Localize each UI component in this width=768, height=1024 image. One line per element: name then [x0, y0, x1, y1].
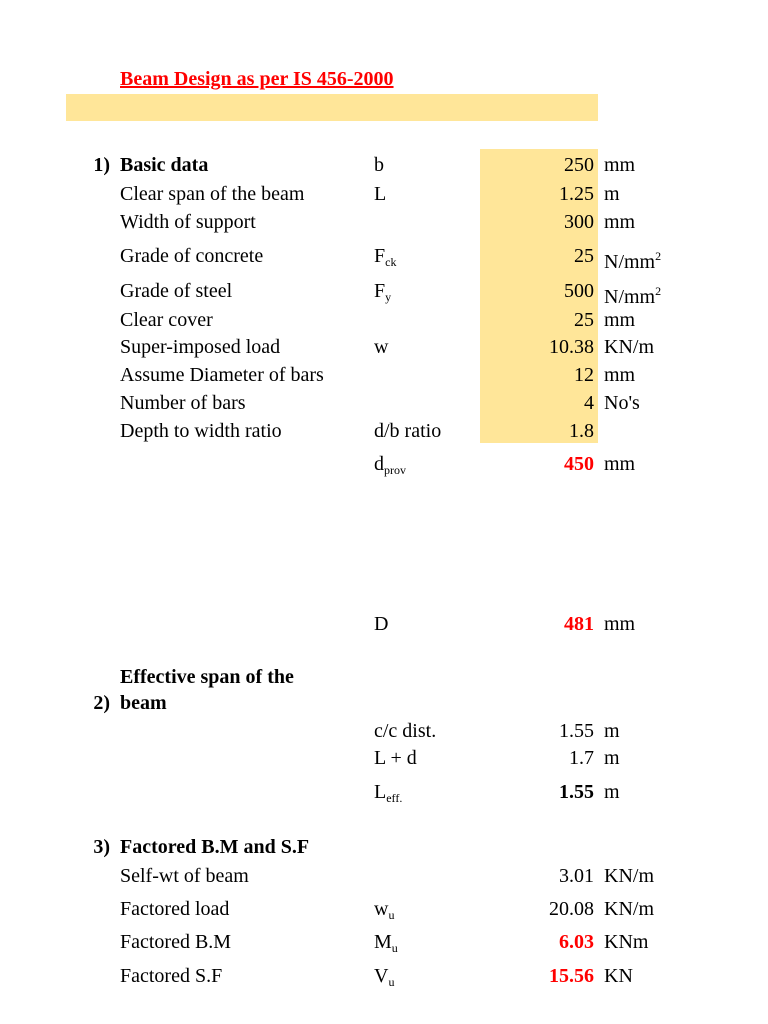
row-label: Self-wt of beam	[120, 865, 249, 887]
computed-value[interactable]: 1.7	[569, 747, 594, 769]
factored-row-load	[0, 895, 768, 923]
symbol: $F_{ck}$	[374, 245, 397, 269]
row-label: Clear span of the beam	[120, 183, 305, 205]
computed-value[interactable]: 20.08	[549, 898, 594, 920]
unit: KN	[604, 965, 633, 987]
computed-value[interactable]: 1.55	[559, 720, 594, 742]
unit: mm	[604, 211, 636, 233]
span-row-cc-dist	[0, 717, 768, 745]
row-label: Factored load	[120, 898, 230, 920]
span-row-l-eff	[0, 778, 768, 806]
title-input-cell[interactable]	[66, 94, 598, 121]
row-label: Factored S.F	[120, 965, 223, 987]
unit: mm	[604, 364, 636, 386]
basic-data-row-support-width	[0, 208, 768, 236]
unit: No's	[604, 392, 640, 414]
section-title: Effective span of the beam	[120, 666, 294, 714]
unit: KN/m	[604, 336, 654, 358]
input-value[interactable]: 500	[564, 280, 594, 302]
unit: m	[604, 781, 620, 803]
section-number: 1)	[93, 154, 110, 176]
unit: mm	[604, 613, 636, 635]
unit: mm	[604, 453, 636, 475]
unit: m	[604, 720, 620, 742]
symbol: b	[374, 154, 384, 176]
unit: KN/m	[604, 865, 654, 887]
unit: KN/m	[604, 898, 654, 920]
input-value[interactable]: 4	[584, 392, 594, 414]
symbol: $F_y$	[374, 280, 392, 304]
symbol: L	[374, 183, 387, 205]
basic-data-row-depth-ratio	[0, 417, 768, 445]
symbol: $w_u$	[374, 898, 395, 922]
row-label: Super-imposed load	[120, 336, 281, 358]
section-number: 2)	[93, 692, 110, 714]
symbol: D	[374, 613, 389, 635]
computed-value[interactable]: 15.56	[549, 965, 594, 987]
unit: KNm	[604, 931, 649, 953]
symbol: $L_{eff.}$	[374, 781, 403, 805]
input-value[interactable]: 1.25	[559, 183, 594, 205]
symbol: L + d	[374, 747, 417, 769]
basic-data-row-imposed-load	[0, 333, 768, 361]
factored-row-self-weight	[0, 862, 768, 890]
basic-data-row-clear-cover	[0, 306, 768, 334]
section-title: Factored B.M and S.F	[120, 836, 310, 858]
unit: m	[604, 183, 620, 205]
computed-value[interactable]: 6.03	[559, 931, 594, 953]
row-label: Grade of concrete	[120, 245, 264, 267]
row-label: Factored B.M	[120, 931, 232, 953]
row-label: Width of support	[120, 211, 256, 233]
row-label: Assume Diameter of bars	[120, 364, 324, 386]
row-label: Depth to width ratio	[120, 420, 282, 442]
factored-row-bm	[0, 928, 768, 956]
symbol: w	[374, 336, 389, 358]
basic-data-row-concrete-grade	[0, 242, 768, 273]
input-value[interactable]: 300	[564, 211, 594, 233]
row-label: Grade of steel	[120, 280, 233, 302]
basic-data-row-d-prov	[0, 450, 768, 478]
input-value[interactable]: 25	[574, 245, 594, 267]
basic-data-row-overall-depth	[0, 610, 768, 638]
unit: mm	[604, 154, 636, 176]
unit: $N/mm^2$	[604, 249, 662, 273]
unit: mm	[604, 309, 636, 331]
computed-value[interactable]: 1.55	[559, 781, 594, 803]
basic-data-row-bar-count	[0, 389, 768, 417]
unit: m	[604, 747, 620, 769]
basic-data-row-steel-grade	[0, 277, 768, 308]
basic-data-row-width	[0, 151, 768, 179]
input-value[interactable]: 250	[564, 154, 594, 176]
factored-heading-row	[0, 833, 768, 861]
basic-data-row-clear-span	[0, 180, 768, 208]
symbol: $M_u$	[374, 931, 398, 955]
section-number: 3)	[93, 836, 110, 858]
input-value[interactable]: 1.8	[569, 420, 594, 442]
symbol: c/c dist.	[374, 720, 437, 742]
input-value[interactable]: 12	[574, 364, 594, 386]
span-row-l-plus-d	[0, 744, 768, 772]
input-value[interactable]: 25	[574, 309, 594, 331]
input-value[interactable]: 10.38	[549, 336, 594, 358]
symbol: d/b ratio	[374, 420, 442, 442]
computed-value[interactable]: 3.01	[559, 865, 594, 887]
basic-data-row-bar-diameter	[0, 361, 768, 389]
row-label: Clear cover	[120, 309, 213, 331]
computed-value[interactable]: 481	[564, 613, 594, 635]
unit: $N/mm^2$	[604, 284, 662, 308]
symbol: $d_{prov}$	[374, 453, 406, 477]
section-title: Basic data	[120, 154, 209, 176]
page-title: Beam Design as per IS 456-2000	[120, 68, 394, 90]
computed-value[interactable]: 450	[564, 453, 594, 475]
symbol: $V_u$	[374, 965, 395, 989]
factored-row-sf	[0, 962, 768, 990]
row-label: Number of bars	[120, 392, 246, 414]
